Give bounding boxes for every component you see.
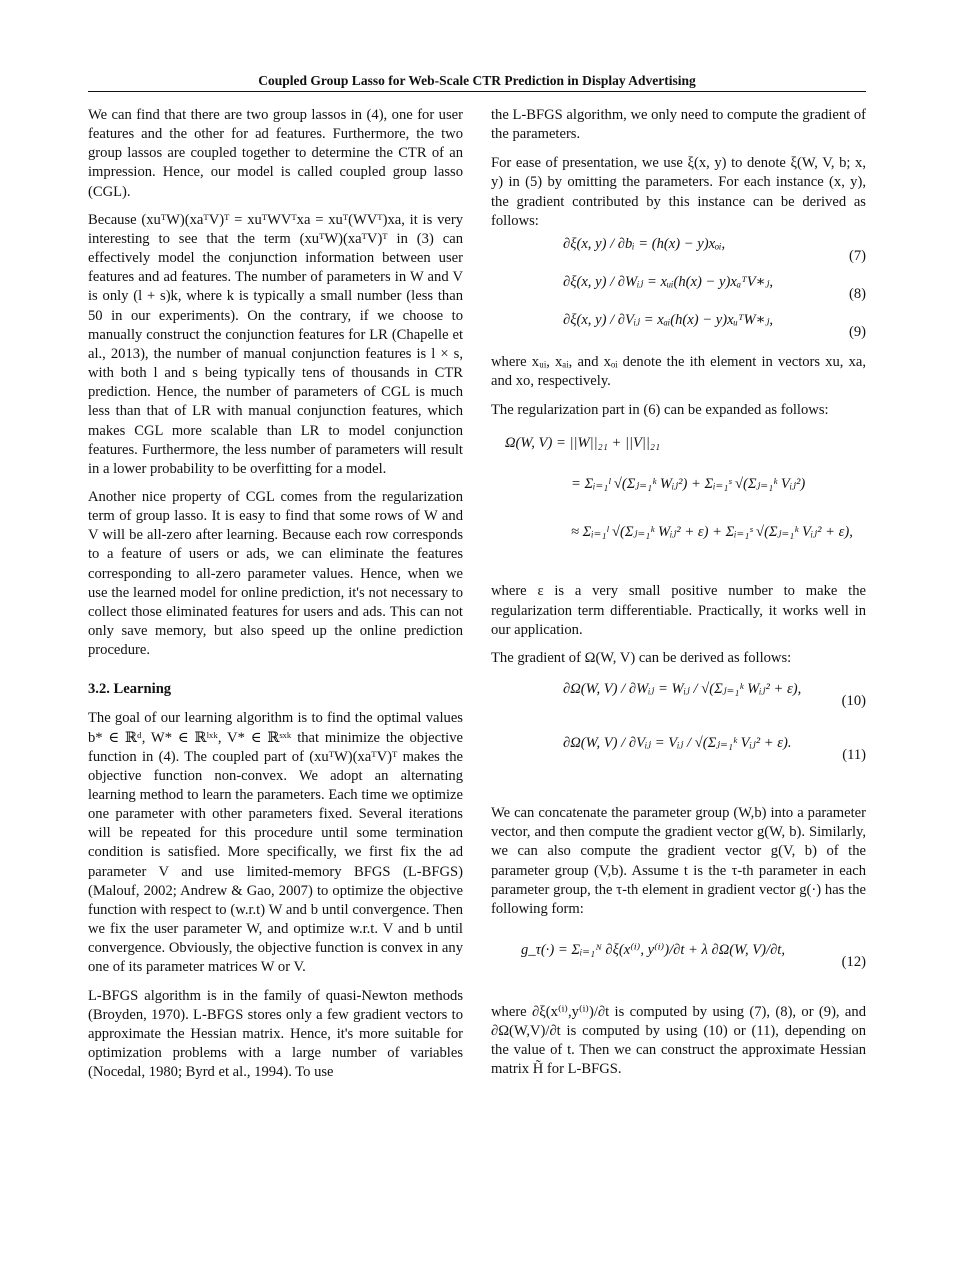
section-heading-learning: 3.2. Learning: [88, 681, 172, 698]
equation-9-number: (9): [848, 323, 866, 340]
equation-8-body: ∂ξ(x, y) / ∂Wᵢⱼ = xᵤᵢ(h(x) − y)xₐᵀV∗ⱼ,: [563, 273, 774, 290]
paragraph-regularization-expand: The regularization part in (6) can be expanded as follows:: [491, 402, 829, 419]
equation-7-number: (7): [848, 247, 866, 264]
equation-10-number: (10): [841, 693, 866, 710]
equation-10: [491, 680, 866, 734]
paragraph-instance-gradient: For ease of presentation, we use ξ(x, y) to denote ξ(W, V, b; x, y) in (5) by omitting the parameters. For each instance (x, y), the gradient contributed by this instance can be derived as follows:: [491, 155, 866, 229]
regularization-line-3: ≈ Σᵢ₌₁ˡ √(Σⱼ₌₁ᵏ Wᵢⱼ² + ε) + Σᵢ₌₁ˢ √(Σⱼ₌₁ᵏ Vᵢⱼ² + ε),: [571, 524, 853, 541]
right-column: [491, 106, 866, 1080]
regularization-line-2: = Σᵢ₌₁ˡ √(Σⱼ₌₁ᵏ Wᵢⱼ²) + Σᵢ₌₁ˢ √(Σⱼ₌₁ᵏ Vᵢⱼ²): [571, 476, 806, 493]
left-column: [88, 106, 463, 1082]
equation-9: [491, 311, 866, 353]
equation-11-number: (11): [842, 747, 866, 764]
equation-8-number: (8): [848, 285, 866, 302]
regularization-line-1: Ω(W, V) = ||W||₂₁ + ||V||₂₁: [505, 435, 661, 452]
paragraph-omega-gradient: The gradient of Ω(W, V) can be derived as follows:: [491, 649, 792, 666]
paragraph-lbfgs-gradient: the L-BFGS algorithm, we only need to compute the gradient of the parameters.: [491, 107, 866, 143]
equation-7-body: ∂ξ(x, y) / ∂bᵢ = (h(x) − y)xₒᵢ,: [563, 235, 726, 252]
equation-12-body: g_τ(·) = Σᵢ₌₁ᴺ ∂ξ(x⁽ⁱ⁾, y⁽ⁱ⁾)/∂t + λ ∂Ω(W, V)/∂t,: [521, 941, 785, 958]
equation-12-number: (12): [841, 953, 866, 970]
paragraph-conjunction: Because (xuᵀW)(xaᵀV)ᵀ = xuᵀWVᵀxa = xuᵀ(WVᵀ)xa, it is very interesting to see that the term (xuᵀW)(xaᵀV)ᵀ in (3) can effectively model the conjunction information between user features and ad features. The number of parameters in W and V is only (l + s)k, where k is typically a small number (less than 50 in our experiments). On the contrary, if we choose to manually construct the conjunction features for LR (Chapelle et al., 2013), the number of manual conjunction features is l × s, with both l and s being typically tens of thousands in CTR prediction. Hence, the number of parameters of CGL is much less than that of LR with manual conjunction features, which makes CGL more scalable than LR to model conjunction features. Furthermore, the less number of parameters will result in a lower probability to be overfitting for a model.: [88, 211, 463, 477]
equation-7: [491, 235, 866, 273]
equation-8: [491, 273, 866, 311]
header-rule: [88, 91, 866, 92]
equation-10-body: ∂Ω(W, V) / ∂Wᵢⱼ = Wᵢⱼ / √(Σⱼ₌₁ᵏ Wᵢⱼ² + ε),: [563, 681, 802, 698]
equation-11-body: ∂Ω(W, V) / ∂Vᵢⱼ = Vᵢⱼ / √(Σⱼ₌₁ᵏ Vᵢⱼ² + ε).: [563, 735, 792, 752]
paragraph-regularization-property: Another nice property of CGL comes from the regularization term of group lasso. It is easy to find that some rows of W and V will be all-zero after learning. Because each row corresponds to a feature of users or ads, we can eliminate the features corresponding to all-zero parameter values. Hence, when we use the learned model for online prediction, it's not necessary to collect those eliminated features for users and ads. This can not only save memory, but also speed up the online prediction procedure.: [88, 488, 463, 659]
paragraph-group-lassos: We can find that there are two group lassos in (4), one for user features and the other for ad features. Furthermore, the two group lassos are coupled together to determine the CTR of an impression. Hence, our model is called coupled group lasso (CGL).: [88, 107, 463, 200]
equation-9-body: ∂ξ(x, y) / ∂Vᵢⱼ = xₐᵢ(h(x) − y)xᵤᵀW∗ⱼ,: [563, 311, 774, 328]
paragraph-concatenate: We can concatenate the parameter group (W,b) into a parameter vector, and then compute the gradient vector g(W, b). Similarly, we can also compute the gradient vector g(V, b) of the parameter group (V,b). Assume t is the τ-th parameter in each parameter group, the τ-th element in gradient vector g(·) has the following form:: [491, 805, 866, 917]
paragraph-epsilon: where ε is a very small positive number to make the regularization term differentiable. Practically, it works well in our application.: [491, 583, 866, 638]
equation-11: [491, 734, 866, 804]
paragraph-lbfgs: L-BFGS algorithm is in the family of quasi-Newton methods (Broyden, 1970). L-BFGS stores only a few gradient vectors to approximate the Hessian matrix. Hence, it's more suitable for optimization problems with a large number of variables (Nocedal, 1980; Byrd et al., 1994). To use: [88, 987, 463, 1081]
regularization-equation: [491, 434, 866, 560]
paragraph-vector-elements: where xᵤᵢ, xₐᵢ, and xₒᵢ denote the ith element in vectors xu, xa, and xo, respectively.: [491, 353, 866, 390]
paragraph-hessian: where ∂ξ(x⁽ⁱ⁾,y⁽ⁱ⁾)/∂t is computed by using (7), (8), or (9), and ∂Ω(W,V)/∂t is computed by using (10) or (11), depending on the value of t. Then we can construct the approximate Hessian matrix H̃ for L-BFGS.: [491, 1003, 866, 1078]
paragraph-learning-goal: The goal of our learning algorithm is to find the optimal values b* ∈ ℝᵈ, W* ∈ ℝˡˣᵏ, V* ∈ ℝˢˣᵏ that minimize the objective function in (4). The coupled part of (xuᵀW)(xaᵀV)ᵀ makes the objective function non-convex. We adopt an alternating learning method to learn the parameters. Each time we optimize one parameter with other parameters fixed. Several iterations will be repeated for this procedure until some termination condition is satisfied. More specifically, we first fix the ad parameter V and use limited-memory BFGS (L-BFGS) (Malouf, 2002; Andrew & Gao, 2007) to optimize the objective function with respect to (w.r.t) W and b until convergence. Then we fix the user parameter W, and optimize w.r.t. V and b until convergence. Obviously, the objective function is convex in any one of its parameter matrices W or V.: [88, 710, 463, 976]
equation-12: [491, 941, 866, 1003]
running-header: Coupled Group Lasso for Web-Scale CTR Prediction in Display Advertising: [258, 73, 696, 88]
